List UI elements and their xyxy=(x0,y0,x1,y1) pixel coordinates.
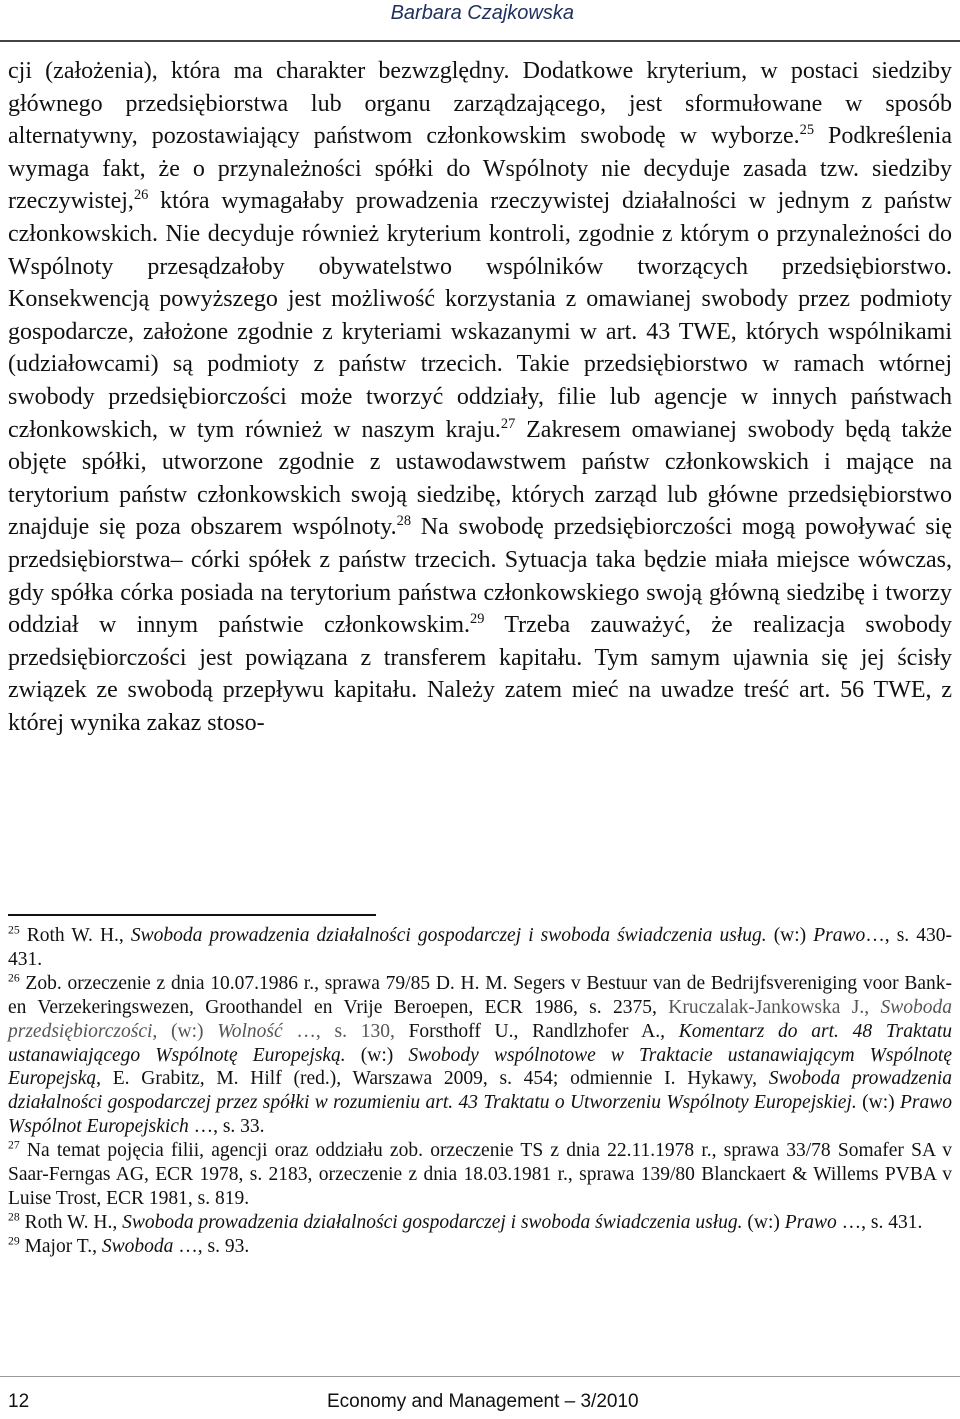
footnote-29 xyxy=(8,1235,952,1259)
footnote-title: , Komentarz do art. 48 Traktatu ustanawiającego Wspólnotę Europejską. xyxy=(8,1020,953,1066)
footnote-author: Forsthoff U., Randlzhofer A. xyxy=(394,1020,661,1042)
footnote-text: (w:) xyxy=(766,925,814,946)
footnote-text: (w:) xyxy=(856,1092,900,1114)
footnote-text: Major T., xyxy=(19,1235,102,1257)
footnote-number: 28 xyxy=(8,1210,20,1224)
footnote-text: (w:) xyxy=(157,1020,218,1042)
footnote-text: …, s. 93. xyxy=(173,1235,250,1257)
footnote-title: Swoboda przedsiębiorczości, xyxy=(8,996,952,1042)
footnote-title: Swoboda prowadzenia działalności gospodarczej przez spółki w rozumieniu art. 43 Traktatu o Utworzeniu Wspólnoty Europejskiej. xyxy=(8,1068,952,1114)
running-header xyxy=(0,0,960,42)
footnote-number: 26 xyxy=(8,971,20,985)
footnote-ref-26[interactable]: 26 xyxy=(133,187,149,204)
footnote-text: Roth W. H., xyxy=(19,1211,123,1233)
page-number: 12 xyxy=(8,1391,30,1412)
body-paragraph xyxy=(8,55,952,739)
footnote-text: …, s. 33. xyxy=(188,1116,265,1138)
footnote-author: Kruczalak-Jankowska J., xyxy=(668,996,881,1018)
footnote-26 xyxy=(8,972,952,1139)
footnotes xyxy=(8,924,952,1259)
footnote-title: Prawo xyxy=(784,1211,837,1233)
footnote-28 xyxy=(8,1211,952,1235)
body-text-1: cji (założenia), która ma charakter bezwzględny. Dodatkowe kryterium, w postaci siedziby głównego przedsiębiorstwa lub organu zarządzającego, jest sformułowane w sposób alternatywny, pozostawiający państwom członkowskim swobodę w wyborze. xyxy=(8,58,952,150)
footnote-title: Prawo Wspólnot Europejskich xyxy=(8,1092,952,1138)
footnote-text: , E. Grabitz, M. Hilf (red.), Warszawa 2009, s. 454; odmiennie I. Hykawy, xyxy=(96,1068,769,1090)
footnote-title: Swoboda xyxy=(101,1235,174,1257)
footnote-27 xyxy=(8,1139,952,1211)
footnote-text: Roth W. H., xyxy=(19,925,131,946)
footnote-text: …, s. 430-431. xyxy=(8,925,952,970)
footnote-separator xyxy=(8,914,376,916)
footnote-ref-25[interactable]: 25 xyxy=(799,122,815,139)
footnote-text: Na temat pojęcia filii, agencji oraz oddziału zob. orzeczenie TS z dnia 22.11.1978 r., sprawa 33/78 Somafer SA v Saar-Ferngas AG, ECR 1978, s. 2183, orzeczenie z dnia 18.03.1981 r., sprawa 139/80 Blanckaert & Willems PVBA v Luise Trost, ECR 1981, s. 819. xyxy=(8,1140,952,1209)
footnote-ref-28[interactable]: 28 xyxy=(396,513,412,530)
journal-title: Economy and Management – 3/2010 xyxy=(327,1391,639,1412)
running-header-author: Barbara Czajkowska xyxy=(390,2,574,24)
footnote-ref-29[interactable]: 29 xyxy=(470,611,485,628)
running-header-row xyxy=(0,0,960,26)
footnote-title: Swobody wspólnotowe w Traktacie ustanawiającym Wspólnotę Europejską xyxy=(8,1044,952,1090)
body-text-4: Zakresem omawianej swobody będą także objęte spółki, utworzone zgodnie z ustawodawstwem państw członkowskich i mające na terytorium państw członkowskich swoją siedzibę, których zarząd lub główne przedsiębiorstwo znajduje się poza obszarem wspólnoty. xyxy=(8,416,953,541)
footnote-ref-27[interactable]: 27 xyxy=(500,415,516,432)
footnote-number: 29 xyxy=(8,1234,20,1248)
body-text-3: która wymagałaby prowadzenia rzeczywistej działalności w jednym z państw członkowskich. Nie decyduje również kryterium kontroli, zgodnie z którym o przynależności do Wspólnoty przesądzałoby obywatelstwo wspólników tworzących przedsiębiorstwo. Konsekwencją powyższego jest możliwość korzystania z omawianej swobody przez podmioty gospodarcze, założone zgodnie z kryteriami wskazanymi w art. 43 TWE, których wspólnikami (udziałowcami) są podmioty z państw trzecich. Takie przedsiębiorstwo w ramach wtórnej swobody przedsiębiorczości może tworzyć oddziały, filie lub agencje w innych państwach członkowskich, w tym również w naszym kraju. xyxy=(8,188,952,443)
footnote-25 xyxy=(8,924,952,972)
footnote-text: (w:) xyxy=(345,1044,409,1066)
footnote-number: 25 xyxy=(8,923,20,937)
footnote-text: …, s. 431. xyxy=(836,1211,923,1233)
footnote-text: Zob. orzeczenie z dnia 10.07.1986 r., sprawa 79/85 D. H. M. Segers v Bestuur van de Bedrijfsvereniging voor Bank- en Verzekeringswezen, Groothandel en Vrije Beroepen, ECR 1986, s. 2375, xyxy=(8,972,952,1018)
footnote-title: Swoboda prowadzenia działalności gospodarczej i swoboda świadczenia usług. xyxy=(122,1211,743,1233)
page-footer xyxy=(0,1376,960,1419)
footnote-number: 27 xyxy=(8,1138,20,1152)
footnote-title: Wolność xyxy=(217,1020,283,1042)
footnote-title: Swoboda prowadzenia działalności gospodarczej i swoboda świadczenia usług. xyxy=(130,925,767,946)
footnote-text: (w:) xyxy=(742,1211,785,1233)
body-text-6: Trzeba zauważyć, że realizacja swobody przedsiębiorczości jest powiązana z transferem kapitału. Tym samym ujawnia się jej ścisły związek ze swobodą przepływu kapitału. Należy zatem mieć na uwadze treść art. 56 TWE, z której wynika zakaz stoso- xyxy=(8,612,953,736)
footnote-text: …, s. 130, xyxy=(282,1020,395,1042)
body-text-2: Podkreślenia wymaga fakt, że o przynależności spółki do Wspólnoty nie decyduje zasada tzw. siedziby rzeczywistej, xyxy=(8,123,952,215)
footnote-title: Prawo xyxy=(813,925,866,946)
body-text-5: Na swobodę przedsiębiorczości mogą powoływać się przedsiębiorstwa– córki spółek z państw trzecich. Sytuacja taka będzie miała miejsce wówczas, gdy spółka córka posiada na terytorium państwa członkowskiego swoją główną siedzibę i tworzy oddział w innym państwie członkowskim. xyxy=(8,514,952,639)
